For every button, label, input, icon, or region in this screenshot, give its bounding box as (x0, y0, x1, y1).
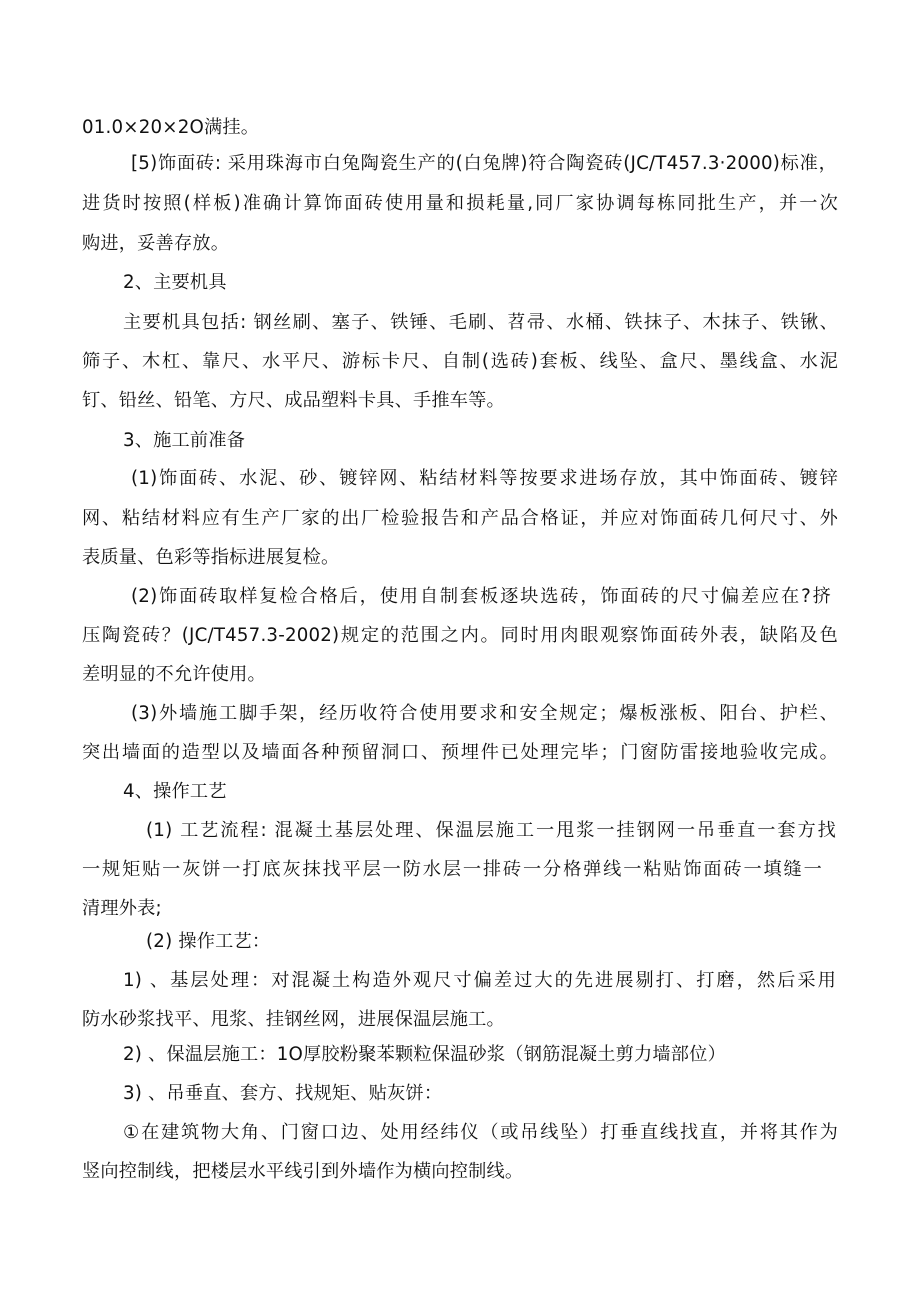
text-line-6: 主要机具包括: 钢丝刷、塞子、铁锤、毛刷、苕帚、水桶、铁抹子、木抹子、铁锹、 (123, 312, 838, 333)
text-line-14: 压陶瓷砖？(JC/T457.3-2002)规定的范围之内。同时用肉眼观察饰面砖外表，缺陷及色 (82, 625, 838, 646)
text-line-24: 防水砂浆找平、甩浆、挂钢丝网，进展保温层施工。 (82, 1009, 505, 1030)
text-line-13: (2)饰面砖取样复检合格后，使用自制套板逐块选砖，饰面砖的尺寸偏差应在?挤 (131, 586, 831, 607)
section-heading-3: 3、施工前准备 (123, 430, 246, 451)
text-line-10: (1)饰面砖、水泥、砂、镀锌网、粘结材料等按要求进场存放，其中饰面砖、镀锌 (131, 468, 838, 489)
text-line-17: 突出墙面的造型以及墙面各种预留洞口、预埋件已处理完毕；门窗防雷接地验收完成。 (82, 742, 838, 763)
text-line-11: 网、粘结材料应有生产厂家的出厂检验报告和产品合格证，并应对饰面砖几何尺寸、外 (82, 508, 838, 529)
text-line-21: 清理外表; (82, 898, 162, 919)
text-line-19: (1) 工艺流程: 混凝土基层处理、保温层施工一甩浆一挂钢网一吊垂直一套方找 (146, 820, 836, 841)
text-line-4: 购进，妥善存放。 (82, 233, 230, 254)
section-heading-2: 2、主要机具 (123, 272, 227, 293)
text-line-23: 1) 、基层处理：对混凝土构造外观尺寸偏差过大的先进展剔打、打磨，然后采用 (123, 970, 836, 991)
text-line-7: 筛子、木杠、靠尺、水平尺、游标卡尺、自制(选砖)套板、线坠、盒尺、墨线盒、水泥 (82, 351, 838, 372)
text-line-25: 2) 、保温层施工：1O厚胶粉聚苯颗粒保温砂浆（钢筋混凝土剪力墙部位） (123, 1044, 726, 1065)
text-line-27: ①在建筑物大角、门窗口边、处用经纬仪（或吊线坠）打垂直线找直，并将其作为 (123, 1122, 838, 1143)
text-line-26: 3) 、吊垂直、套方、找规矩、贴灰饼： (123, 1083, 443, 1104)
text-line-3: 进货时按照(样板)准确计算饰面砖使用量和损耗量,同厂家协调每栋同批生产，并一次 (82, 193, 838, 214)
text-line-28: 竖向控制线，把楼层水平线引到外墙作为横向控制线。 (82, 1161, 524, 1182)
text-line-12: 表质量、色彩等指标进展复检。 (82, 547, 340, 568)
text-line-20: 一规矩贴一灰饼一打底灰抹找平层一防水层一排砖一分格弹线一粘贴饰面砖一填缝一 (82, 859, 822, 880)
text-line-8: 钉、铅丝、铅笔、方尺、成品塑料卡具、手推车等。 (82, 390, 505, 411)
section-heading-4: 4、操作工艺 (123, 781, 227, 802)
text-line-15: 差明显的不允许使用。 (82, 664, 266, 685)
text-line-2: [5)饰面砖: 采用珠海市白兔陶瓷生产的(白兔牌)符合陶瓷砖(JC/T457.3·2000)标准， (131, 153, 837, 174)
text-line-1: 01.0×20×2O满挂。 (82, 117, 260, 138)
text-line-16: (3)外墙施工脚手架，经历收符合使用要求和安全规定；爆板涨板、阳台、护栏、 (131, 703, 838, 724)
text-line-22: (2) 操作工艺： (146, 931, 271, 952)
